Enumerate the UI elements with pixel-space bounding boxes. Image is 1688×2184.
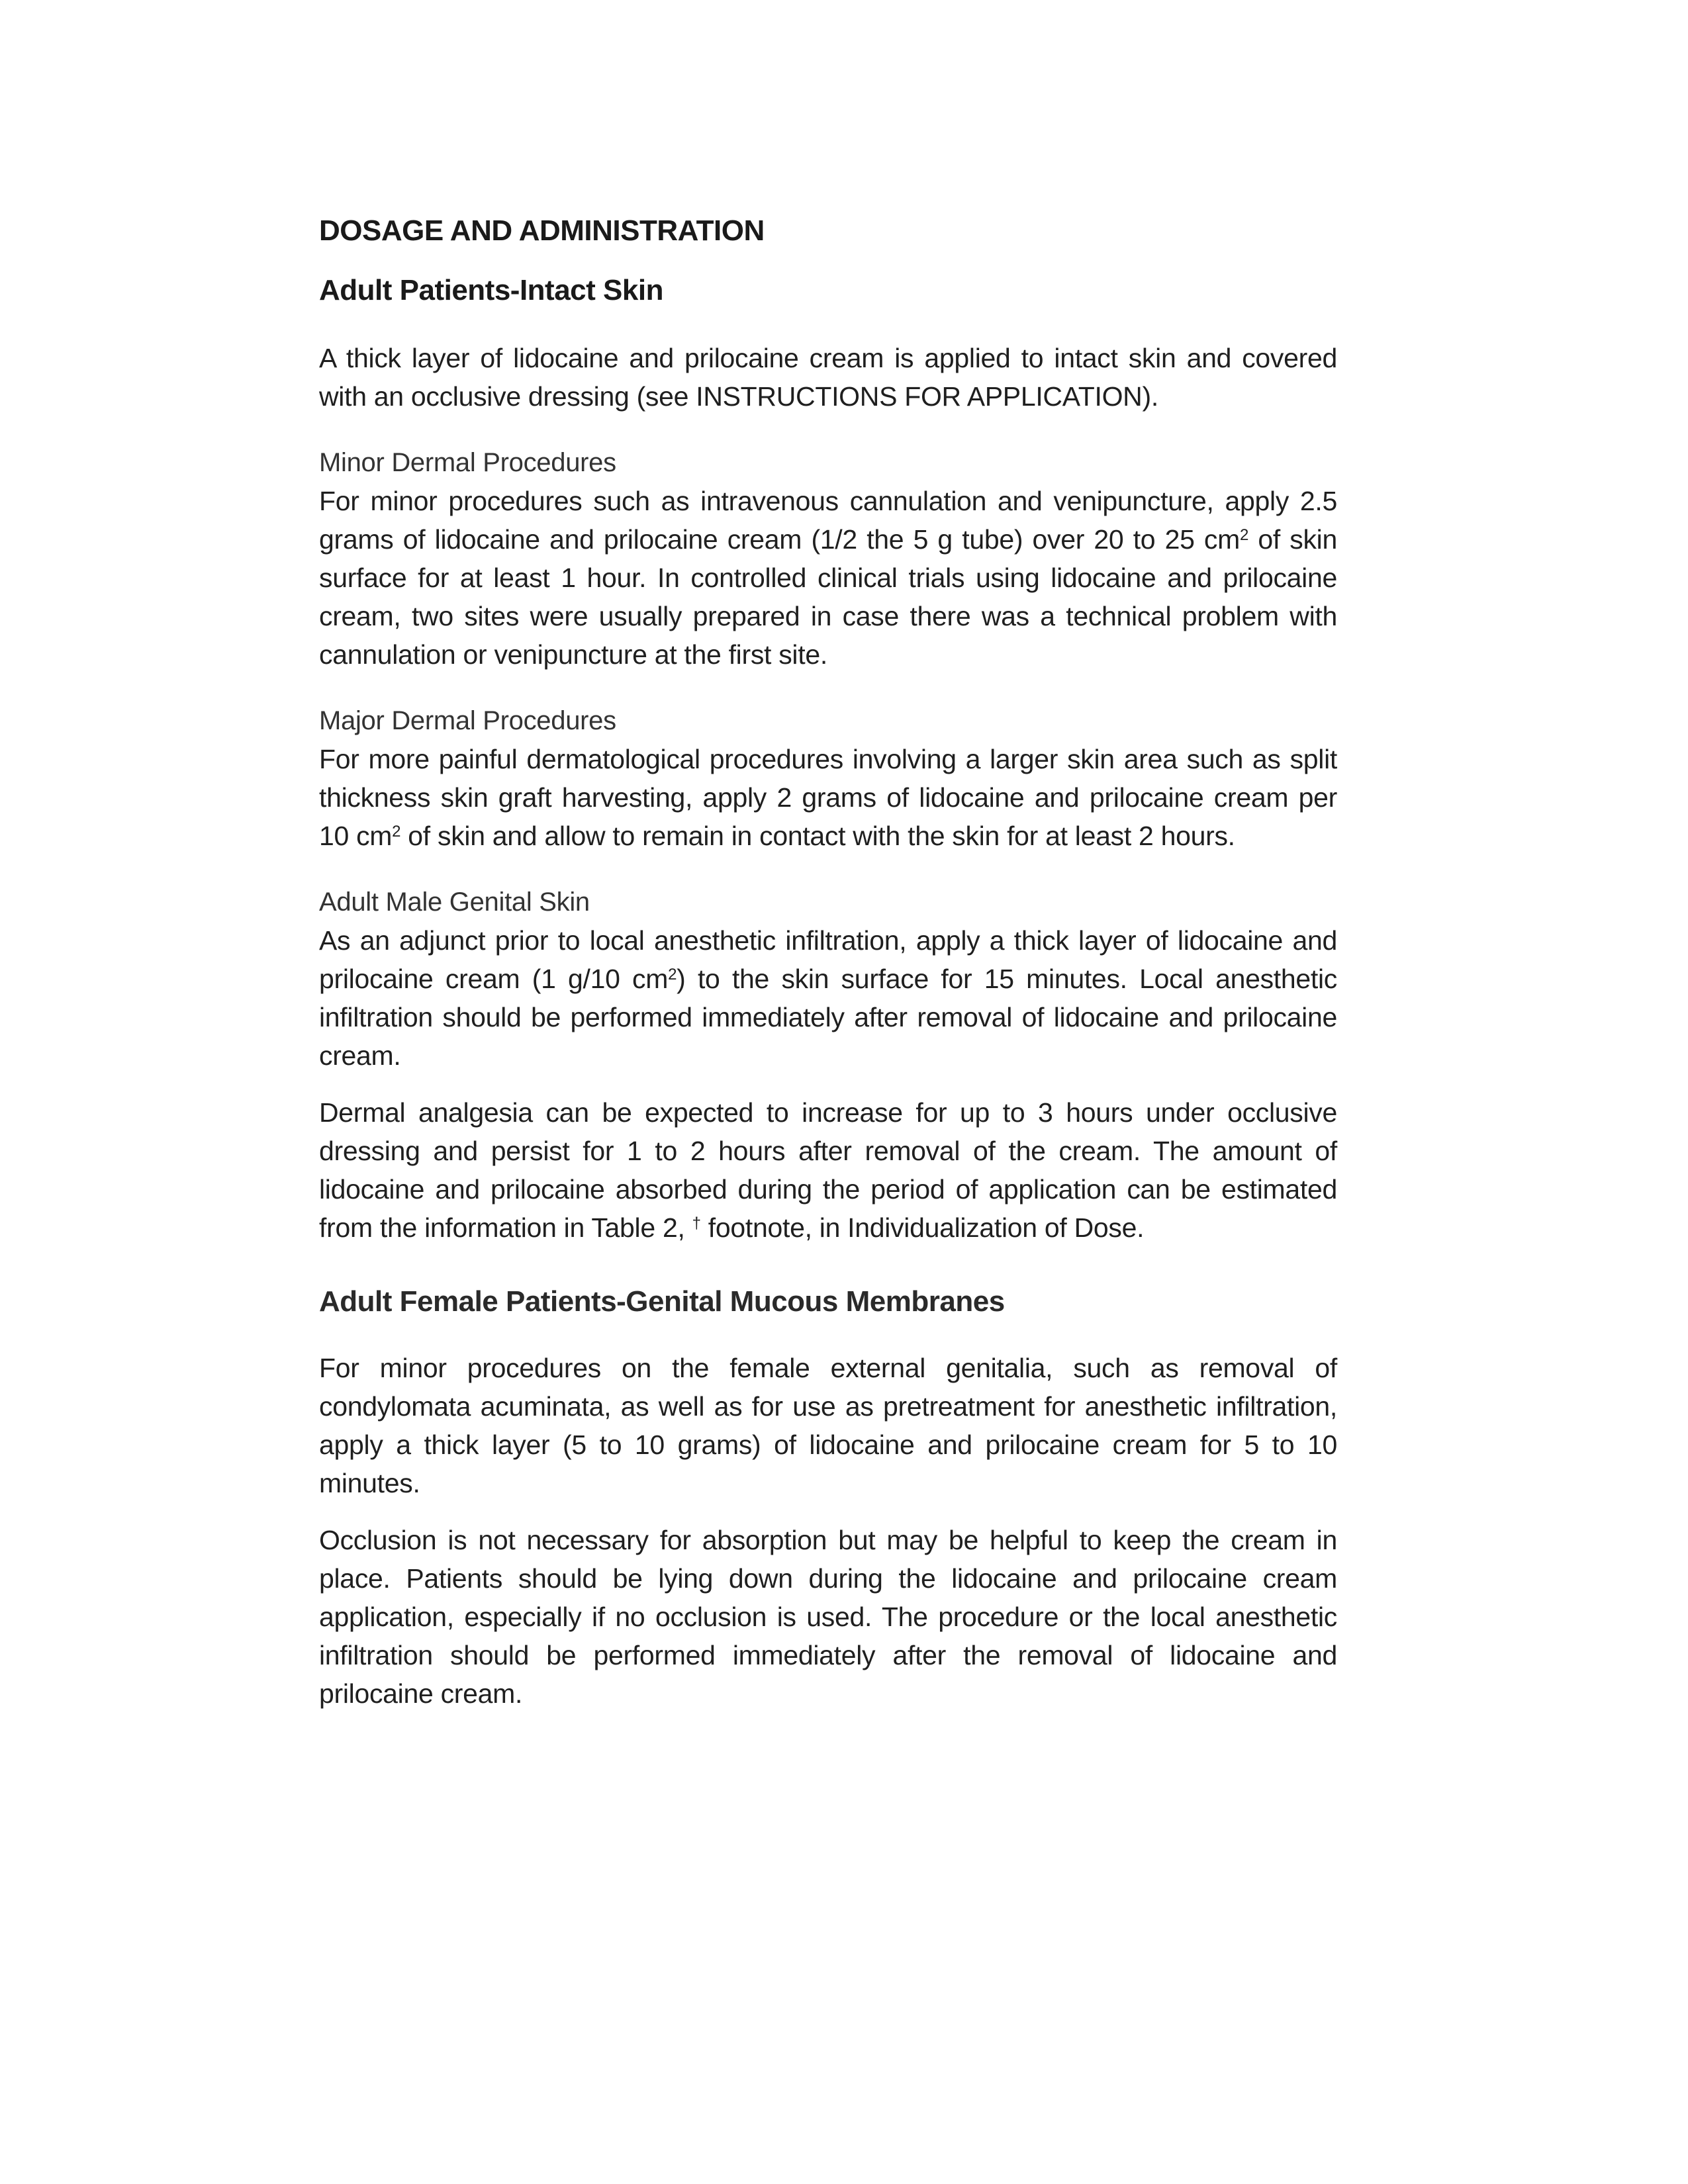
minor-text-2: of skin surface for at least 1 hour. In controlled clinical trials using lidocaine and prilocaine cream, two sites were usually prepared in case there was a technical problem with cannulation or venipuncture at the first site. [319, 524, 1337, 670]
subheading-major-dermal: Major Dermal Procedures [319, 706, 616, 735]
major-text-2: of skin and allow to remain in contact with the skin for at least 2 hours. [400, 821, 1235, 851]
minor-dermal-paragraph [319, 482, 1337, 674]
section-heading-female-mucous: Adult Female Patients-Genital Mucous Membranes [319, 1285, 1005, 1318]
female-minor-procedures-paragraph: For minor procedures on the female external genitalia, such as removal of condylomata acuminata, as well as for use as pretreatment for anesthetic infiltration, apply a thick layer (5 to 10 grams) of lidocaine and prilocaine cream for 5 to 10 minutes. [319, 1353, 1337, 1498]
male-text-2: ) to the skin surface for 15 minutes. Local anesthetic infiltration should be performed immediately after removal of lidocaine and prilocaine cream. [319, 964, 1337, 1071]
occlusion-paragraph: Occlusion is not necessary for absorption but may be helpful to keep the cream in place. Patients should be lying down during the lidocaine and prilocaine cream application, especially if no occlusion is used. The procedure or the local anesthetic infiltration should be performed immediately after the removal of lidocaine and prilocaine cream. [319, 1525, 1337, 1709]
minor-text-1: For minor procedures such as intravenous cannulation and venipuncture, apply 2.5 grams of lidocaine and prilocaine cream (1/2 the 5 g tube) over 20 to 25 cm [319, 486, 1337, 555]
major-superscript: 2 [392, 823, 401, 841]
minor-superscript: 2 [1239, 526, 1249, 544]
document-body [319, 199, 1337, 1713]
followup-text-1: Dermal analgesia can be expected to increase for up to 3 hours under occlusive dressing and persist for 1 to 2 hours after removal of the cream. The amount of lidocaine and prilocaine absorbed during the period of application can be estimated from the information in Table 2, [319, 1097, 1337, 1243]
intro-paragraph: A thick layer of lidocaine and prilocaine cream is applied to intact skin and covered with an occlusive dressing (see INSTRUCTIONS FOR APPLICATION). [319, 343, 1337, 412]
major-dermal-paragraph [319, 740, 1337, 855]
major-text-1: For more painful dermatological procedures involving a larger skin area such as split thickness skin graft harvesting, apply 2 grams of lidocaine and prilocaine cream per 10 cm [319, 744, 1337, 851]
section-heading-intact-skin: Adult Patients-Intact Skin [319, 274, 663, 306]
subheading-minor-dermal: Minor Dermal Procedures [319, 448, 616, 477]
male-text-1: As an adjunct prior to local anesthetic infiltration, apply a thick layer of lidocaine and prilocaine cream (1 g/10 cm [319, 925, 1337, 994]
subheading-male-genital: Adult Male Genital Skin [319, 887, 590, 917]
male-genital-paragraph [319, 921, 1337, 1075]
male-superscript: 2 [668, 966, 677, 983]
dermal-analgesia-paragraph [319, 1093, 1337, 1247]
followup-text-2: footnote, in Individualization of Dose. [700, 1212, 1145, 1243]
dagger-footnote-mark: † [692, 1214, 701, 1232]
document-title: DOSAGE AND ADMINISTRATION [319, 214, 765, 247]
